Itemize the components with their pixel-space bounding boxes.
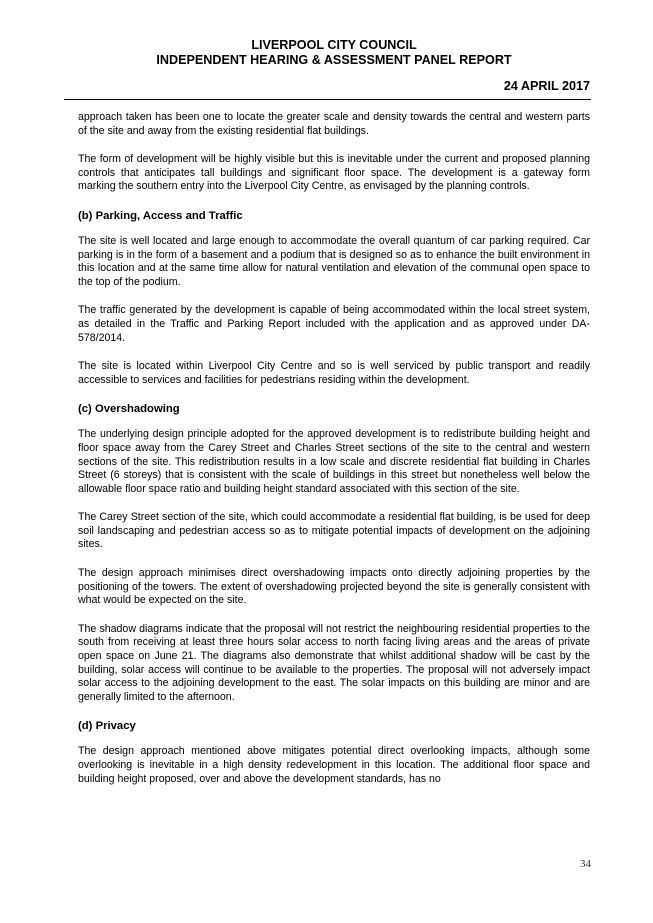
- paragraph: approach taken has been one to locate the greater scale and density towards the central and western parts of the site and away from the existing residential flat buildings.: [78, 111, 590, 137]
- paragraph: The underlying design principle adopted for the approved development is to redistribute building height and floor space away from the Carey Street and Charles Street sections of the site to the central and western sections of the site. This redistribution results in a low scale and discrete residential flat building in Charles Street (6 storeys) that is consistent with the scale of buildings in this street but nonetheless well below the allowable floor space ratio and building height standard associated with this section of the site.: [78, 428, 590, 495]
- paragraph: The design approach mentioned above mitigates potential direct overlooking impacts, although some overlooking is inevitable in a high density redevelopment in this location. The additional floor space and building height proposed, over and above the development standards, has no: [78, 745, 590, 785]
- paragraph: The design approach minimises direct overshadowing impacts onto directly adjoining properties by the positioning of the towers. The extent of overshadowing projected beyond the site is generally consistent with what would be expected on the site.: [78, 567, 590, 607]
- page-number: 34: [580, 858, 591, 870]
- council-name: LIVERPOOL CITY COUNCIL: [251, 38, 417, 52]
- section-heading-privacy: (d) Privacy: [78, 720, 136, 733]
- report-title: INDEPENDENT HEARING & ASSESSMENT PANEL REPORT: [156, 53, 512, 67]
- header-rule: [64, 99, 591, 100]
- report-date: 24 APRIL 2017: [503, 79, 590, 93]
- report-body: [78, 111, 590, 801]
- paragraph: The shadow diagrams indicate that the proposal will not restrict the neighbouring residential properties to the south from receiving at least three hours solar access to north facing living areas and the areas of private open space on June 21. The diagrams also demonstrate that whilst additional shadow will be cast by the building, solar access will continue to be available to the properties. The proposal will not adversely impact solar access to the adjoining development to the east. The solar impacts on this building are minor and are generally limited to the afternoon.: [78, 622, 590, 703]
- section-heading-overshadowing: (c) Overshadowing: [78, 403, 180, 416]
- paragraph: The site is well located and large enough to accommodate the overall quantum of car parking required. Car parking is in the form of a basement and a podium that is designed so as to enhance the built environment in this location and at the same time allow for natural ventilation and elevation of the communal open space to the top of the podium.: [78, 234, 590, 288]
- section-heading-parking: (b) Parking, Access and Traffic: [78, 209, 243, 222]
- paragraph: The traffic generated by the development is capable of being accommodated within the local street system, as detailed in the Traffic and Parking Report included with the application and as approved under DA-578/2014.: [78, 304, 590, 344]
- paragraph: The site is located within Liverpool City Centre and so is well serviced by public transport and readily accessible to services and facilities for pedestrians residing within the development.: [78, 360, 590, 386]
- paragraph: The Carey Street section of the site, which could accommodate a residential flat building, is be used for deep soil landscaping and pedestrian access so as to mitigate potential impacts of development on the adjoining sites.: [78, 511, 590, 551]
- paragraph: The form of development will be highly visible but this is inevitable under the current and proposed planning controls that anticipates tall buildings and significant floor space. The development is a gateway form marking the southern entry into the Liverpool City Centre, as envisaged by the planning controls.: [78, 153, 590, 193]
